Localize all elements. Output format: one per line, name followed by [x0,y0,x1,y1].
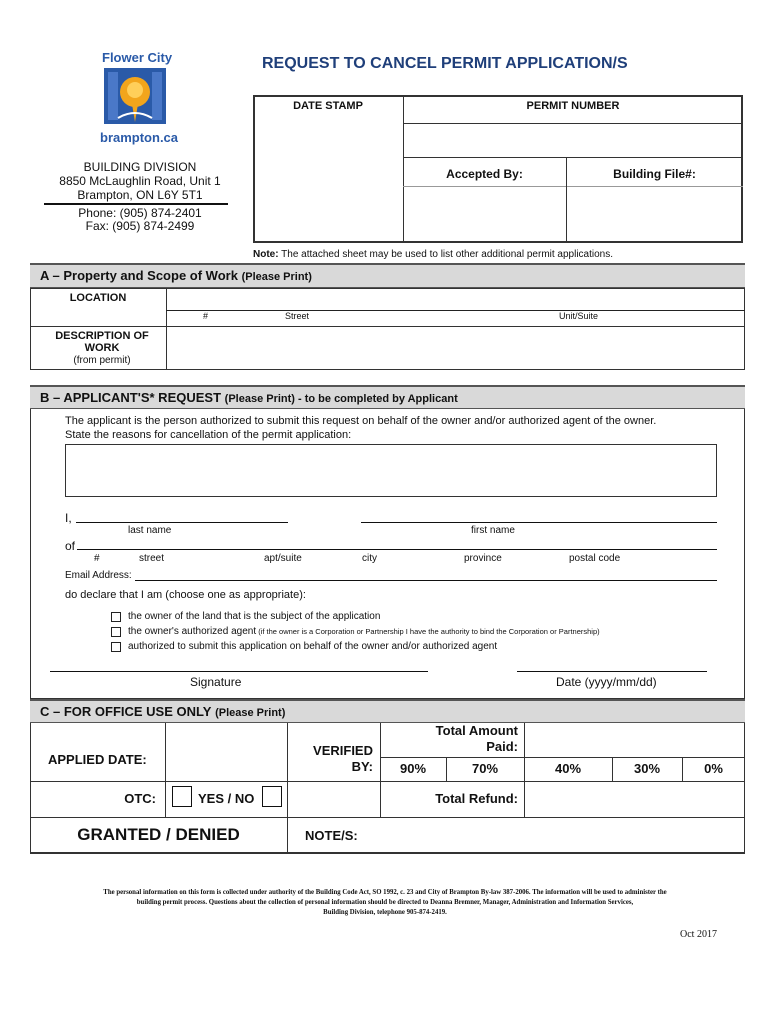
of-label: of [65,539,76,553]
location-number-label: # [203,311,209,321]
building-file-field[interactable] [567,187,742,242]
section-b-title [40,390,458,405]
location-field[interactable] [167,289,744,310]
agent-option-label [128,626,600,637]
signature-label: Signature [190,675,242,689]
date-input[interactable] [517,671,707,672]
verified-label-2: BY: [351,759,373,774]
first-name-input[interactable] [361,522,717,523]
date-label: Date (yyyy/mm/dd) [556,675,657,689]
location-street-label: Street [285,311,310,321]
privacy-notice-1: The personal information on this form is collected under authority of the Building Code Act, SO 1992, c. 23 and City of Brampton By-law 387-2006. The information will be used to administer the [103,889,667,896]
last-name-input[interactable] [76,522,288,523]
applied-date-label: APPLIED DATE: [48,752,147,767]
addr-province-label: province [464,553,502,564]
building-file-label: Building File#: [613,167,696,181]
total-amount-field[interactable] [525,724,744,756]
total-amount-label-1: Total Amount [435,723,518,738]
c-grid-h3 [30,817,745,818]
verified-label-1: VERIFIED [313,743,373,758]
agent-option-note: (if the owner is a Corporation or Partnership I have the authority to bind the Corporation or Partnership) [256,627,600,636]
date-stamp-label: DATE STAMP [293,100,363,112]
note-label: Note: [253,249,279,260]
section-a-title-main: A – Property and Scope of Work [40,268,238,283]
owner-checkbox[interactable] [111,612,121,622]
i-label: I, [65,511,72,525]
email-input[interactable] [135,580,717,581]
owner-option-label: the owner of the land that is the subject of the application [128,611,381,622]
logo-bottom-text: brampton.ca [100,130,179,145]
reasons-textarea[interactable] [65,444,717,497]
section-b-title-main: B – APPLICANT'S* REQUEST [40,390,222,405]
authorized-checkbox[interactable] [111,642,121,652]
location-divider [166,310,745,311]
permit-number-field[interactable] [404,124,742,156]
form-version: Oct 2017 [680,929,717,940]
accepted-by-field[interactable] [404,187,565,242]
refund-0-percent: 0% [704,761,723,776]
otc-yes-no-label: YES / NO [198,791,255,806]
agent-option-main: the owner's authorized agent [128,626,257,637]
location-label: LOCATION [69,292,127,304]
accepted-by-label: Accepted By: [446,167,523,181]
page-title: REQUEST TO CANCEL PERMIT APPLICATION/S [262,55,628,72]
granted-denied-label[interactable]: GRANTED / DENIED [77,825,240,844]
intro-line-2: State the reasons for cancellation of the permit application: [65,429,352,441]
note-text [253,249,613,260]
refund-30-percent: 30% [633,761,661,776]
refund-70-percent: 70% [471,761,499,776]
refund-40-percent: 40% [554,761,582,776]
declare-text: do declare that I am (choose one as appropriate): [65,589,306,601]
total-refund-field[interactable] [525,782,744,816]
addr-postal-label: postal code [569,553,621,564]
signature-input[interactable] [50,671,428,672]
otc-no-checkbox[interactable] [262,786,282,807]
logo-top-text: Flower City [102,50,173,65]
address-line-1: 8850 McLaughlin Road, Unit 1 [59,174,221,188]
section-a-title [40,268,312,283]
section-c-title [40,704,285,719]
addr-apt-label: apt/suite [264,553,302,564]
total-amount-label-2: Paid: [486,739,518,754]
section-a-subtitle: (Please Print) [241,271,312,283]
address-line-2: Brampton, ON L6Y 5T1 [77,188,203,202]
refund-90-percent: 90% [399,761,427,776]
description-label-2: WORK [84,342,120,354]
location-unit-label: Unit/Suite [559,311,599,321]
c-grid-h1 [380,757,745,758]
accepted-line [403,157,743,158]
privacy-notice-3: Building Division, telephone 905-874-2419. [323,909,447,916]
note-body: The attached sheet may be used to list other additional permit applications. [278,249,614,260]
address-input[interactable] [77,549,717,550]
description-label-1: DESCRIPTION OF [55,330,149,342]
otc-label: OTC: [124,791,156,806]
addr-number-label: # [94,553,100,564]
email-label: Email Address: [65,570,132,581]
notes-field[interactable] [370,819,744,852]
privacy-notice-2: building permit process. Questions about the collection of personal information should be directed to Deanna Bremner, Manager, Administration and Information Services, [136,899,634,906]
addr-city-label: city [362,553,377,564]
description-field[interactable] [167,327,744,369]
permit-number-label: PERMIT NUMBER [526,100,620,112]
flower-emblem-icon [104,68,166,124]
otc-yes-checkbox[interactable] [172,786,192,807]
fax-number: Fax: (905) 874-2499 [85,219,195,233]
address-divider [44,203,228,205]
notes-label: NOTE/S: [305,828,358,843]
authorized-option-label: authorized to submit this application on behalf of the owner and/or authorized agent [128,641,498,652]
division-name: BUILDING DIVISION [83,160,197,174]
section-b-subtitle: (Please Print) - to be completed by Applicant [224,393,458,405]
addr-street-label: street [139,553,165,564]
section-c-subtitle: (Please Print) [215,707,286,719]
agent-checkbox[interactable] [111,627,121,637]
from-permit-label: (from permit) [73,355,131,366]
section-c-title-main: C – FOR OFFICE USE ONLY [40,704,212,719]
intro-line-1: The applicant is the person authorized to submit this request on behalf of the owner and/or authorized agent of the owner. [65,415,657,427]
phone-number: Phone: (905) 874-2401 [78,206,202,220]
total-refund-label: Total Refund: [435,791,518,806]
city-logo [96,50,179,148]
first-name-label: first name [471,525,515,536]
applied-date-field[interactable] [166,724,286,780]
last-name-label: last name [128,525,172,536]
